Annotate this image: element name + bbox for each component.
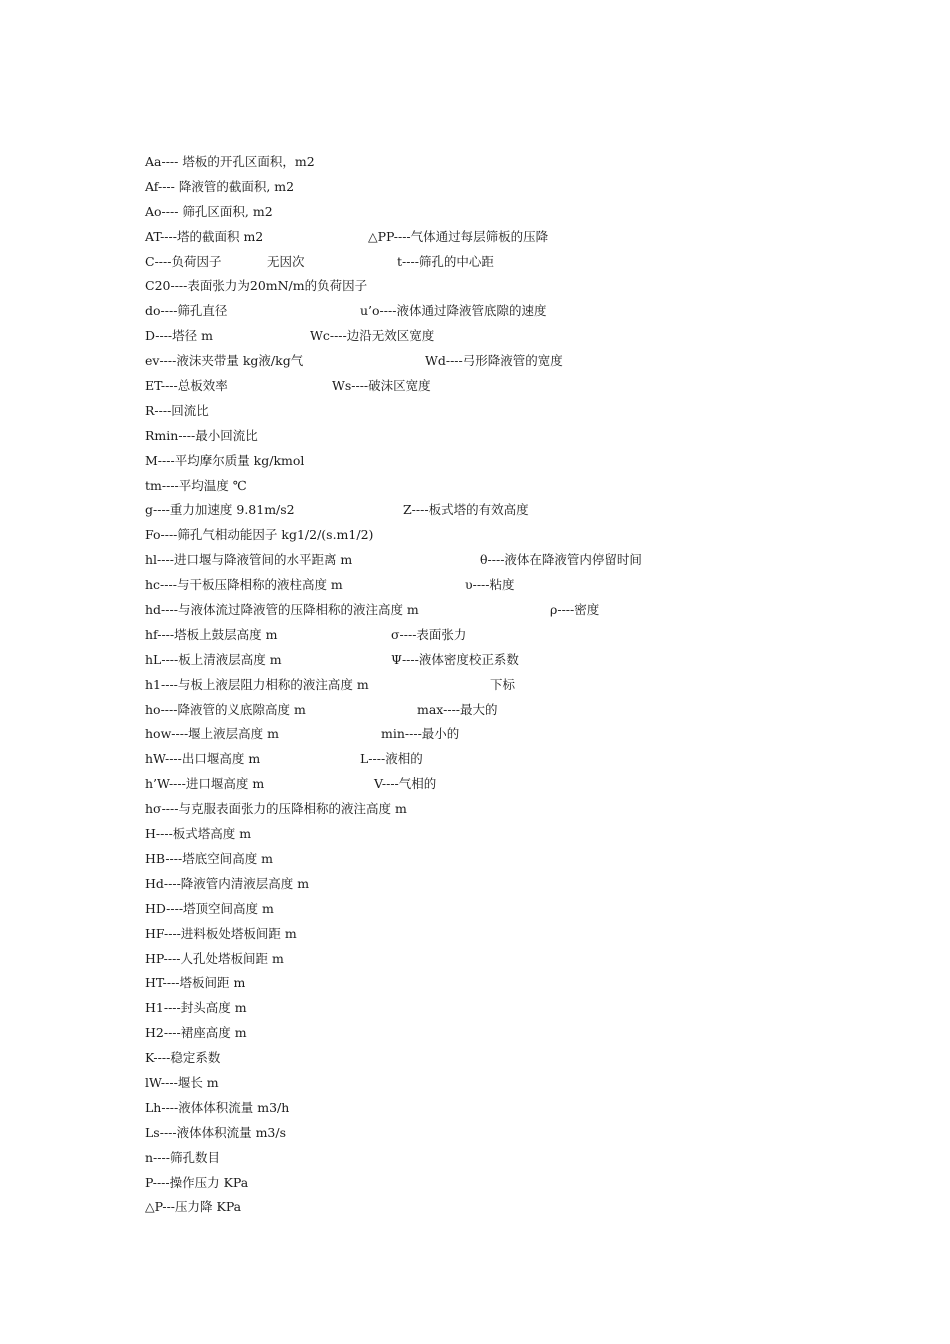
symbol-row (145, 673, 925, 698)
symbol-definition: Aa---- 塔板的开孔区面积，m2 (145, 154, 315, 169)
symbol-definition: hl----进口堰与降液管间的水平距离 m (145, 552, 353, 568)
symbol-row (145, 324, 925, 349)
symbol-row (145, 722, 925, 747)
symbol-row (145, 922, 925, 947)
symbol-definition: AT----塔的截面积 m2 (145, 228, 264, 244)
symbol-row (145, 772, 925, 797)
symbol-row (145, 623, 925, 648)
symbol-row (145, 175, 925, 200)
symbol-definition: hL----板上清液层高度 m (145, 651, 282, 667)
symbol-definition: Fo----筛孔气相动能因子 kg1/2/(s.m1/2) (145, 527, 374, 543)
symbol-row (145, 150, 925, 175)
symbol-definition-secondary: L----液相的 (360, 751, 423, 767)
symbol-definition-secondary: Wd----弓形降液管的宽度 (425, 353, 563, 369)
symbol-definition-secondary: Ws----破沫区宽度 (332, 378, 431, 394)
symbol-definition: Hd----降液管内清液层高度 m (145, 875, 310, 891)
symbol-definition-secondary: Ψ----液体密度校正系数 (391, 651, 519, 667)
symbol-definition: Af---- 降液管的截面积, m2 (145, 178, 295, 194)
symbol-definition: ho----降液管的义底隙高度 m (145, 701, 306, 717)
symbol-definition: g----重力加速度 9.81m/s2 (145, 502, 295, 518)
symbol-definition: H----板式塔高度 m (145, 826, 252, 842)
symbol-definition: hd----与液体流过降液管的压降相称的液注高度 m (145, 602, 419, 618)
symbol-definition: ET----总板效率 (145, 378, 228, 394)
symbol-row (145, 299, 925, 324)
symbol-definition: C20----表面张力为20mN/m的负荷因子 (145, 278, 368, 294)
symbol-row (145, 349, 925, 374)
symbol-list (145, 150, 925, 1220)
symbol-definition: hW----出口堰高度 m (145, 751, 261, 767)
symbol-definition: hc----与干板压降相称的液柱高度 m (145, 577, 343, 593)
symbol-row (145, 399, 925, 424)
symbol-definition: h1----与板上液层阻力相称的液注高度 m (145, 676, 369, 692)
symbol-row (145, 498, 925, 523)
symbol-definition: lW----堰长 m (145, 1074, 219, 1090)
symbol-definition: H2----裙座高度 m (145, 1025, 247, 1041)
symbol-definition: HB----塔底空间高度 m (145, 850, 274, 866)
symbol-row (145, 698, 925, 723)
symbol-row (145, 1195, 925, 1220)
symbol-definition: C----负荷因子 (145, 253, 222, 269)
symbol-definition-secondary: max----最大的 (417, 701, 498, 717)
symbol-row (145, 523, 925, 548)
symbol-row (145, 971, 925, 996)
symbol-definition-secondary: 下标 (490, 676, 516, 692)
symbol-definition: hf----塔板上鼓层高度 m (145, 626, 278, 642)
symbol-definition-secondary: u’o----液体通过降液管底隙的速度 (360, 303, 547, 319)
symbol-row (145, 374, 925, 399)
symbol-row (145, 872, 925, 897)
symbol-definition: D----塔径 m (145, 328, 213, 344)
symbol-row (145, 797, 925, 822)
symbol-definition: Rmin----最小回流比 (145, 427, 258, 443)
symbol-definition: hσ----与克服表面张力的压降相称的液注高度 m (145, 801, 407, 817)
symbol-definition-secondary: Z----板式塔的有效高度 (403, 502, 529, 518)
symbol-definition: HF----进料板处塔板间距 m (145, 925, 297, 941)
symbol-definition-secondary: ρ----密度 (550, 602, 600, 618)
symbol-definition: H1----封头高度 m (145, 1000, 247, 1016)
symbol-definition: how----堰上液层高度 m (145, 726, 279, 742)
symbol-definition: Lh----液体体积流量 m3/h (145, 1099, 290, 1115)
symbol-definition: HP----人孔处塔板间距 m (145, 950, 284, 966)
symbol-definition-secondary: V----气相的 (374, 776, 437, 792)
symbol-row (145, 1046, 925, 1071)
symbol-row (145, 1121, 925, 1146)
symbol-definition-secondary: υ----粘度 (465, 577, 515, 593)
symbol-definition: do----筛孔直径 (145, 303, 228, 319)
symbol-row (145, 847, 925, 872)
symbol-row (145, 1071, 925, 1096)
symbol-definition: K----稳定系数 (145, 1050, 221, 1066)
symbol-row (145, 996, 925, 1021)
symbol-definition: M----平均摩尔质量 kg/kmol (145, 452, 305, 468)
symbol-definition-secondary: σ----表面张力 (391, 626, 467, 642)
symbol-row (145, 573, 925, 598)
symbol-definition: h’W----进口堰高度 m (145, 776, 265, 792)
symbol-row (145, 1021, 925, 1046)
symbol-row (145, 1146, 925, 1171)
symbol-definition-secondary: △PP----气体通过每层筛板的压降 (368, 228, 549, 244)
symbol-definition: R----回流比 (145, 402, 209, 418)
symbol-row (145, 548, 925, 573)
symbol-row (145, 225, 925, 250)
symbol-definition: n----筛孔数目 (145, 1149, 220, 1165)
symbol-row (145, 274, 925, 299)
symbol-row (145, 424, 925, 449)
symbol-definition: HD----塔顶空间高度 m (145, 900, 274, 916)
symbol-definition: △P---压力降 KPa (145, 1199, 242, 1215)
symbol-unit-note: 无因次 (267, 253, 305, 269)
symbol-definition: P----操作压力 KPa (145, 1174, 249, 1190)
symbol-row (145, 648, 925, 673)
symbol-row (145, 1171, 925, 1196)
symbol-definition: Ls----液体体积流量 m3/s (145, 1124, 287, 1140)
symbol-definition: Ao---- 筛孔区面积, m2 (145, 203, 273, 219)
symbol-row (145, 822, 925, 847)
symbol-row (145, 449, 925, 474)
symbol-row (145, 598, 925, 623)
symbol-row (145, 747, 925, 772)
symbol-definition-secondary: t----筛孔的中心距 (397, 253, 494, 269)
symbol-row (145, 897, 925, 922)
symbol-definition: HT----塔板间距 m (145, 975, 246, 991)
symbol-definition-secondary: min----最小的 (381, 726, 460, 742)
symbol-definition: tm----平均温度 ℃ (145, 477, 247, 493)
symbol-row (145, 474, 925, 499)
symbol-definition-secondary: θ----液体在降液管内停留时间 (480, 552, 642, 568)
symbol-definition-secondary: Wc----边沿无效区宽度 (310, 328, 435, 344)
symbol-row (145, 1096, 925, 1121)
symbol-row (145, 200, 925, 225)
symbol-definition: ev----液沫夹带量 kg液/kg气 (145, 353, 304, 369)
symbol-row (145, 250, 925, 275)
symbol-row (145, 947, 925, 972)
